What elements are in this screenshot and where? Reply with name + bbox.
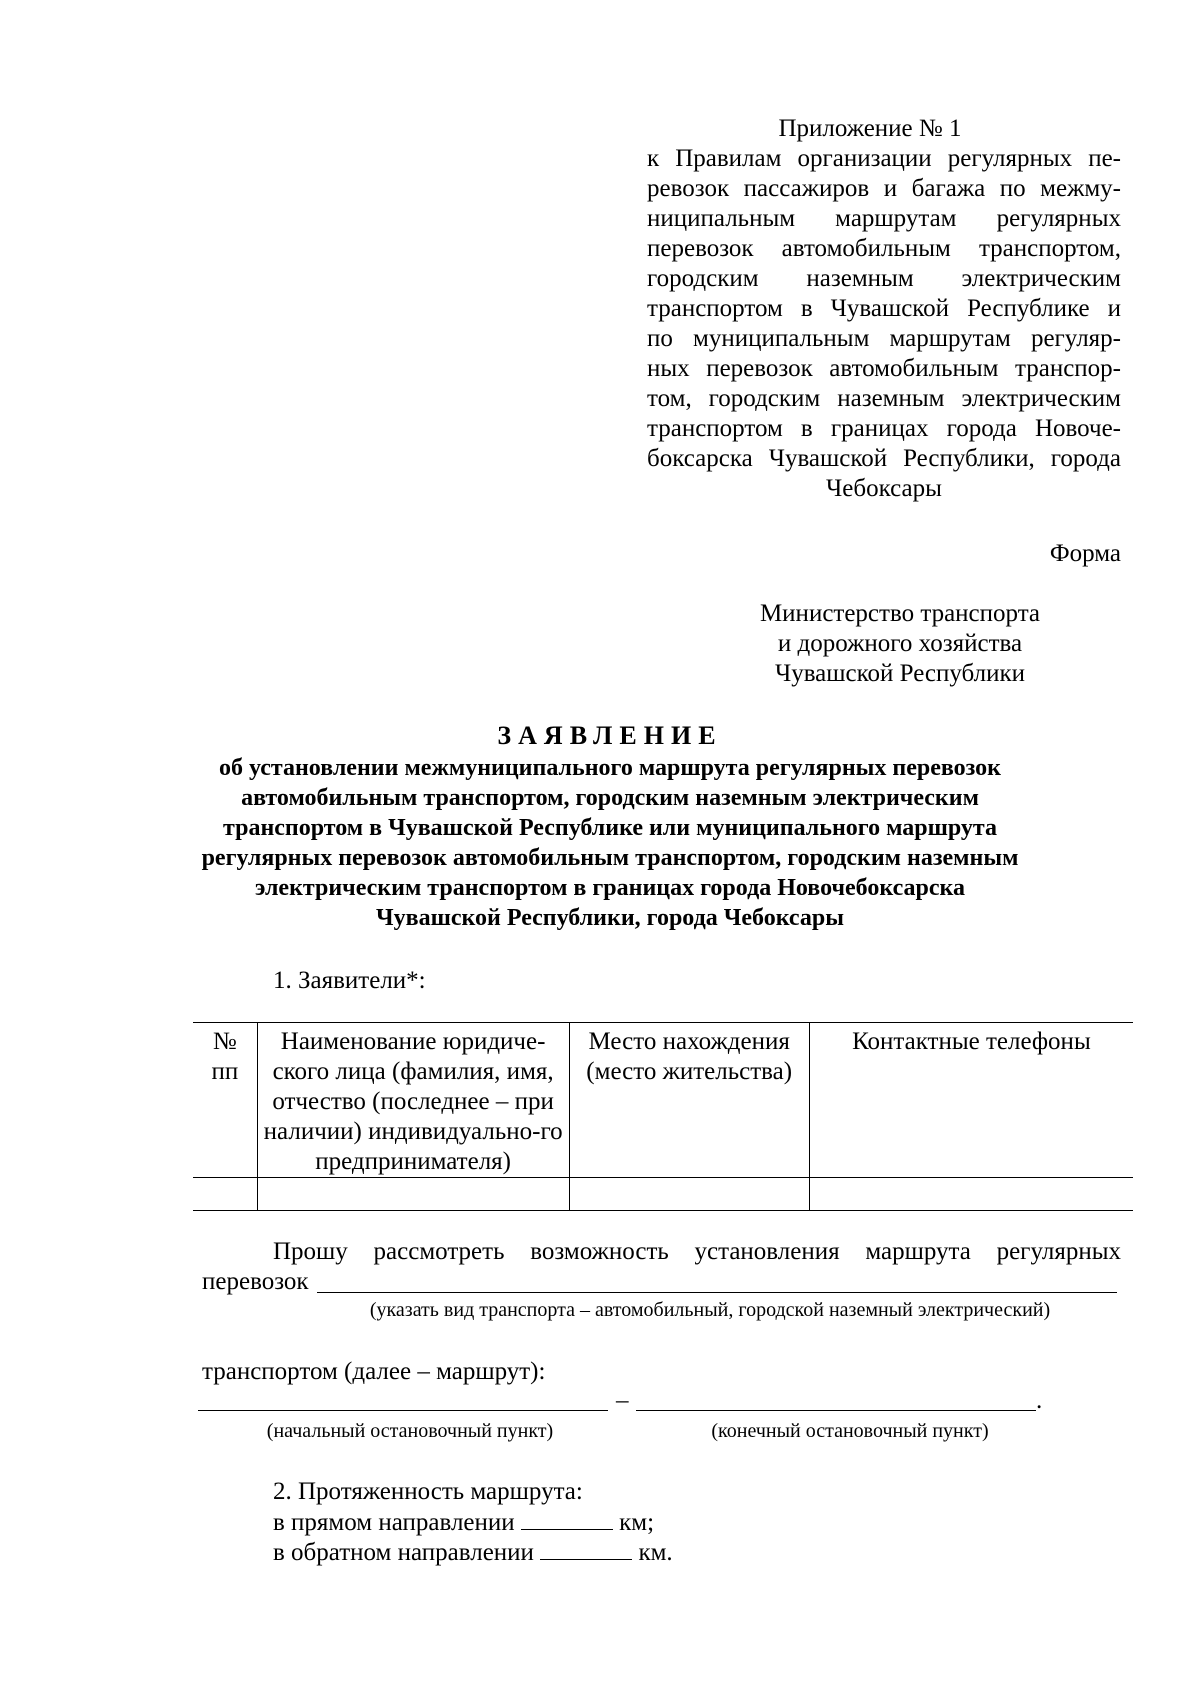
annex-line: по муниципальным маршрутам регуляр- bbox=[647, 325, 1121, 352]
annex-line: ных перевозок автомобильным транспор- bbox=[647, 355, 1121, 382]
cell-name[interactable] bbox=[257, 1178, 569, 1211]
route-dash: – bbox=[616, 1387, 629, 1414]
subtitle-line: автомобильным транспортом, городским наземным электрическим bbox=[241, 785, 979, 811]
forward-length-line bbox=[273, 1507, 654, 1538]
annex-title: Приложение № 1 bbox=[778, 115, 962, 142]
annex-line: транспортом в границах города Новоче- bbox=[647, 415, 1121, 442]
transport-type-hint: (указать вид транспорта – автомобильный, городской наземный электрический) bbox=[369, 1299, 1051, 1321]
request-line-2 bbox=[202, 1267, 1121, 1297]
document-title: ЗАЯВЛЕНИЕ bbox=[497, 721, 723, 750]
subtitle-line: транспортом в Чувашской Республике или муниципального маршрута bbox=[223, 815, 997, 841]
recipient-line: Чувашской Республики bbox=[774, 660, 1026, 687]
annex-line: том, городским наземным электрическим bbox=[647, 385, 1121, 412]
form-label: Форма bbox=[1049, 540, 1121, 567]
route-row bbox=[198, 1387, 1128, 1418]
annex-line: боксарска Чувашской Республики, города bbox=[647, 445, 1121, 472]
recipient-line: Министерство транспорта bbox=[759, 600, 1041, 627]
backward-end: . bbox=[666, 1539, 673, 1566]
section-1-label: 1. Заявители*: bbox=[273, 967, 426, 994]
backward-length-field[interactable] bbox=[540, 1537, 632, 1560]
table-header-row bbox=[193, 1023, 1133, 1178]
request-prefix: перевозок bbox=[202, 1268, 309, 1295]
transport-line: транспортом (далее – маршрут): bbox=[202, 1358, 546, 1385]
col-name: Наименование юридиче-ского лица (фамилия, имя, отчество (последнее – при наличии) индивидуально-го предпринимателя) bbox=[257, 1023, 569, 1178]
applicants-table bbox=[193, 1022, 1133, 1211]
col-number: № пп bbox=[193, 1023, 257, 1178]
transport-type-field[interactable] bbox=[317, 1292, 1117, 1293]
forward-prefix: в прямом направлении bbox=[273, 1509, 515, 1536]
cell-number[interactable] bbox=[193, 1178, 257, 1211]
backward-prefix: в обратном направлении bbox=[273, 1539, 534, 1566]
annex-block bbox=[647, 114, 1121, 504]
start-stop-field[interactable] bbox=[198, 1410, 608, 1411]
subtitle-line: регулярных перевозок автомобильным транспортом, городским наземным bbox=[201, 845, 1019, 871]
end-stop-hint: (конечный остановочный пункт) bbox=[711, 1420, 989, 1442]
document-subtitle bbox=[180, 753, 1040, 933]
subtitle-line: электрическим транспортом в границах города Новочебоксарска bbox=[255, 875, 965, 901]
annex-line: к Правилам организации регулярных пе- bbox=[647, 145, 1121, 172]
cell-phones[interactable] bbox=[809, 1178, 1133, 1211]
request-line: Прошу рассмотреть возможность установления маршрута регулярных bbox=[273, 1238, 1121, 1265]
subtitle-line: об установлении межмуниципального маршрута регулярных перевозок bbox=[218, 755, 1002, 781]
start-stop-hint: (начальный остановочный пункт) bbox=[266, 1420, 554, 1442]
col-location: Место нахождения (место жительства) bbox=[569, 1023, 809, 1178]
end-stop-field[interactable] bbox=[636, 1410, 1036, 1411]
annex-line: перевозок автомобильным транспортом, bbox=[647, 235, 1121, 262]
backward-length-line bbox=[273, 1537, 673, 1568]
forward-end: ; bbox=[647, 1509, 655, 1536]
route-dot: . bbox=[1036, 1387, 1043, 1414]
annex-last-line: Чебоксары bbox=[826, 475, 942, 502]
annex-line: ниципальным маршрутам регулярных bbox=[647, 205, 1121, 232]
col-phones: Контактные телефоны bbox=[809, 1023, 1133, 1178]
subtitle-line: Чувашской Республики, города Чебоксары bbox=[376, 905, 844, 931]
annex-line: ревозок пассажиров и багажа по межму- bbox=[647, 175, 1121, 202]
forward-length-field[interactable] bbox=[521, 1507, 613, 1530]
annex-line: транспортом в Чувашской Республике и bbox=[647, 295, 1121, 322]
recipient-block bbox=[700, 599, 1100, 689]
section-2-label: 2. Протяженность маршрута: bbox=[273, 1478, 583, 1505]
table-row bbox=[193, 1178, 1133, 1211]
backward-unit: км bbox=[638, 1539, 667, 1566]
recipient-line: и дорожного хозяйства bbox=[777, 630, 1023, 657]
request-paragraph bbox=[202, 1237, 1121, 1297]
forward-unit: км bbox=[619, 1509, 648, 1536]
annex-line: городским наземным электрическим bbox=[647, 265, 1121, 292]
cell-location[interactable] bbox=[569, 1178, 809, 1211]
